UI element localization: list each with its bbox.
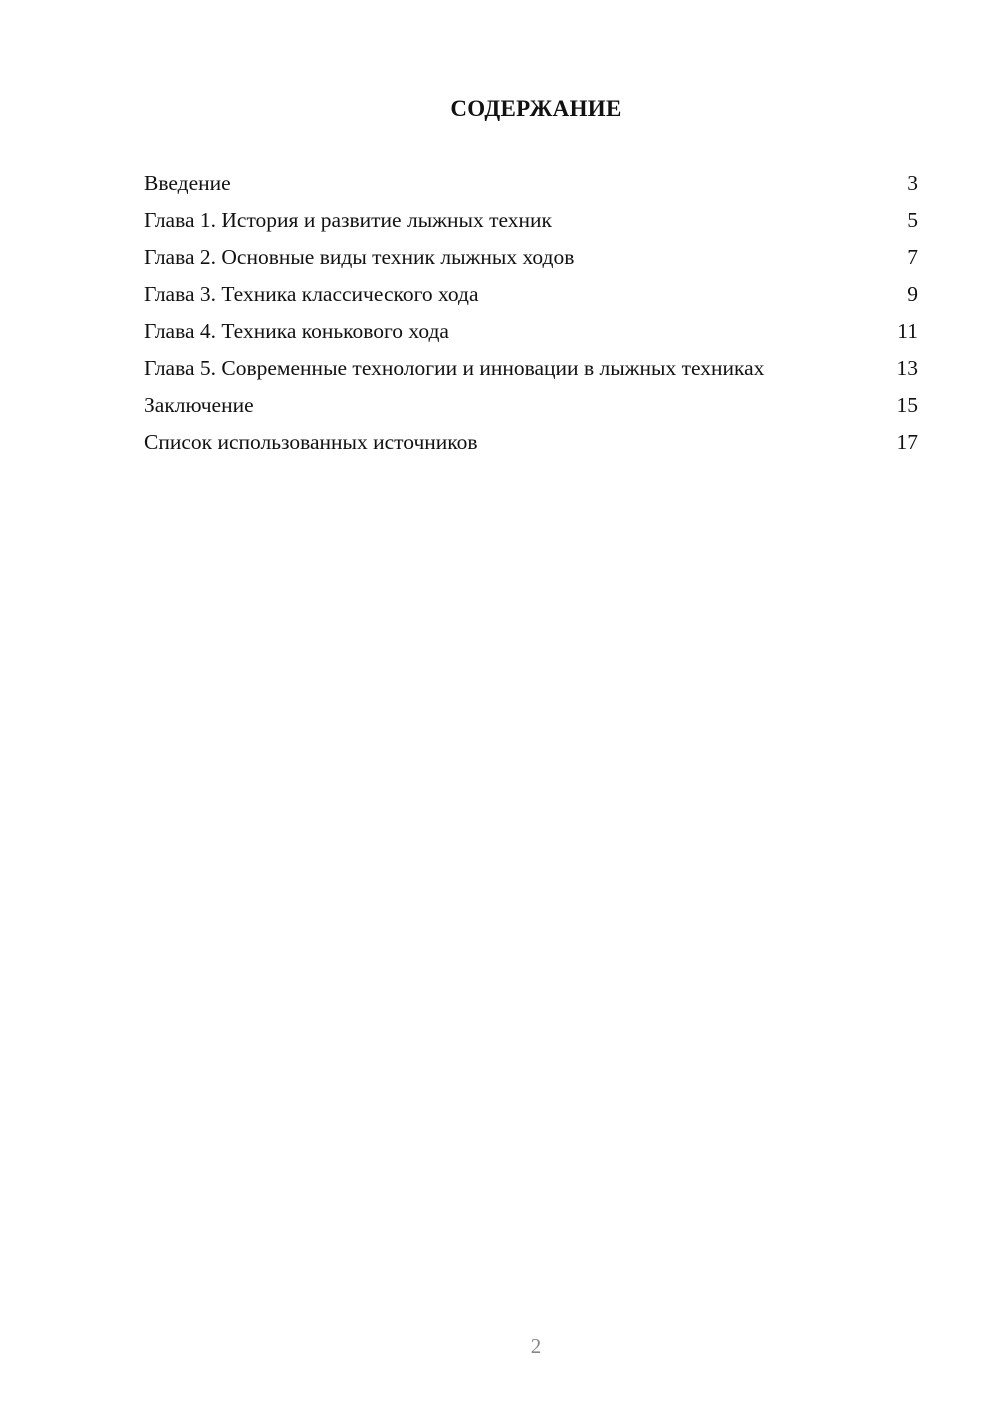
toc-entry-page: 3 bbox=[907, 171, 918, 195]
toc-entry-page: 15 bbox=[896, 393, 918, 417]
toc-entry-label: Глава 2. Основные виды техник лыжных ходов bbox=[144, 245, 575, 269]
toc-entry-chapter-4 bbox=[144, 318, 918, 345]
toc-entry-label: Введение bbox=[144, 171, 231, 195]
toc-entry-page: 13 bbox=[896, 356, 918, 380]
toc-entry-label: Глава 4. Техника конькового хода bbox=[144, 319, 449, 343]
page-number: 2 bbox=[530, 1334, 542, 1358]
toc-entry-references bbox=[144, 429, 918, 456]
toc-entry-chapter-2 bbox=[144, 244, 918, 271]
toc-entry-page: 17 bbox=[896, 430, 918, 454]
toc-entry-chapter-5 bbox=[144, 355, 918, 382]
toc-entry-label: Список использованных источников bbox=[144, 430, 478, 454]
toc-entry-page: 7 bbox=[907, 245, 918, 269]
toc-entry-label: Глава 3. Техника классического хода bbox=[144, 282, 479, 306]
page-title: СОДЕРЖАНИЕ bbox=[450, 96, 622, 121]
toc-entry-page: 5 bbox=[907, 208, 918, 232]
toc-entry-chapter-3 bbox=[144, 281, 918, 308]
toc-entry-label: Заключение bbox=[144, 393, 254, 417]
toc-entry-label: Глава 1. История и развитие лыжных техник bbox=[144, 208, 552, 232]
toc-entry-conclusion bbox=[144, 392, 918, 419]
table-of-contents bbox=[144, 170, 918, 466]
toc-entry-introduction bbox=[144, 170, 918, 197]
toc-entry-page: 11 bbox=[897, 319, 918, 343]
toc-entry-label: Глава 5. Современные технологии и инновации в лыжных техниках bbox=[144, 356, 765, 380]
toc-entry-chapter-1 bbox=[144, 207, 918, 234]
toc-entry-page: 9 bbox=[907, 282, 918, 306]
